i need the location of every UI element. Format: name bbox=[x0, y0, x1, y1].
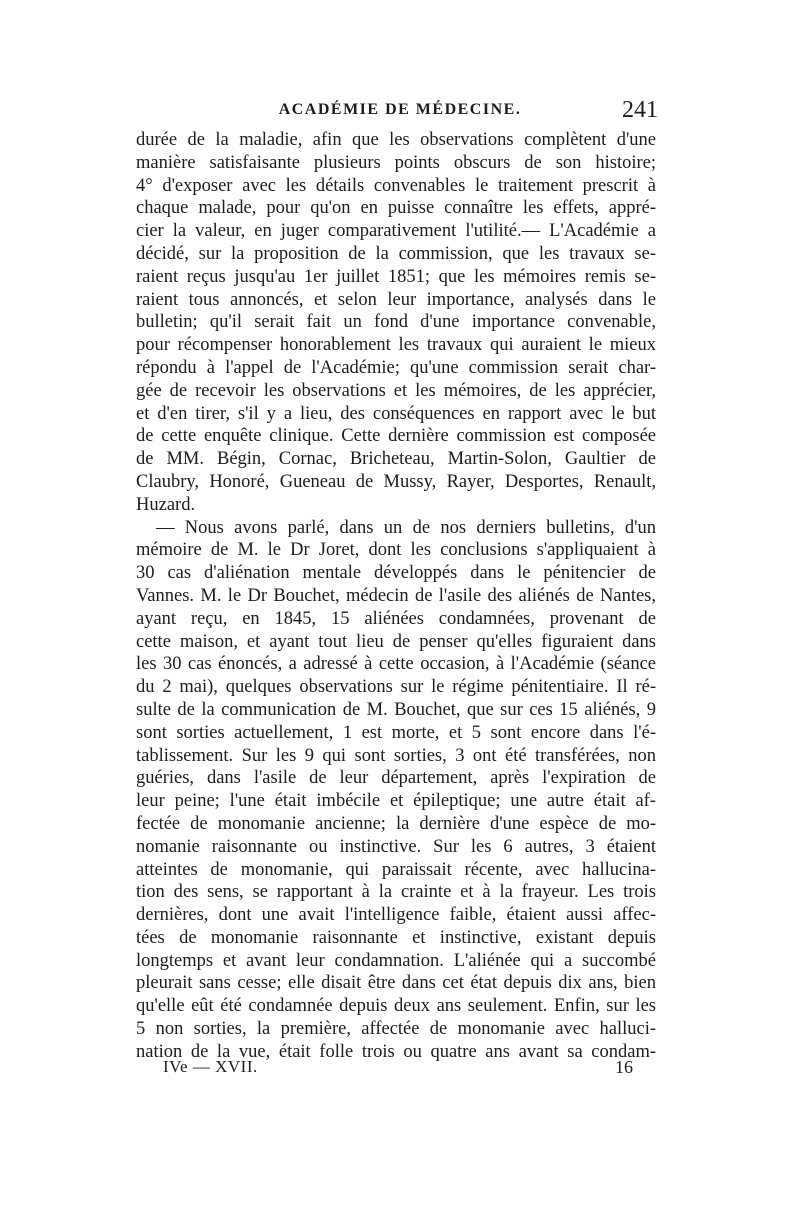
text-line: Vannes. M. le Dr Bouchet, médecin de l'asile des aliénés de Nantes, bbox=[136, 585, 656, 606]
text-line: longtemps et avant leur condamnation. L'aliénée qui a succombé bbox=[136, 950, 656, 971]
folio-number: 16 bbox=[615, 1057, 633, 1077]
text-line: gée de recevoir les observations et les mémoires, de les apprécier, bbox=[136, 380, 656, 401]
text-line: ayant reçu, en 1845, 15 aliénées condamnées, provenant de bbox=[136, 608, 656, 629]
text-line: 5 non sorties, la première, affectée de monomanie avec halluci- bbox=[136, 1019, 656, 1040]
text-line: nation de la vue, était folle trois ou quatre ans avant sa condam- bbox=[136, 1041, 656, 1062]
text-line: chaque malade, pour qu'on en puisse connaître les effets, appré- bbox=[136, 198, 656, 219]
text-line: guéries, dans l'asile de leur département, après l'expiration de bbox=[136, 768, 656, 789]
text-line: bulletin; qu'il serait fait un fond d'une importance convenable, bbox=[136, 312, 656, 333]
text-line: tion des sens, se rapportant à la crainte et à la frayeur. Les trois bbox=[136, 882, 656, 903]
text-line: durée de la maladie, afin que les observations complètent d'une bbox=[136, 130, 656, 150]
body-text bbox=[136, 129, 656, 1064]
page-number: 241 bbox=[622, 97, 658, 123]
text-line: Claubry, Honoré, Gueneau de Mussy, Rayer, Desportes, Renault, bbox=[136, 471, 656, 492]
text-line: atteintes de monomanie, qui paraissait récente, avec hallucina- bbox=[136, 859, 656, 880]
text-line: 4° d'exposer avec les détails convenables le traitement prescrit à bbox=[136, 175, 656, 196]
text-line: Huzard. bbox=[136, 494, 196, 515]
text-line: sont sorties actuellement, 1 est morte, et 5 sont encore dans l'é- bbox=[136, 722, 656, 743]
text-line: raient tous annoncés, et selon leur importance, analysés dans le bbox=[136, 289, 656, 310]
text-line: de cette enquête clinique. Cette dernière commission est composée bbox=[136, 426, 656, 447]
text-line: décidé, sur la proposition de la commission, que les travaux se- bbox=[136, 243, 656, 264]
running-title: ACADÉMIE DE MÉDECINE. bbox=[278, 101, 522, 118]
text-line: pour récompenser honorablement les travaux qui auraient le mieux bbox=[136, 335, 656, 356]
text-line: leur peine; l'une était imbécile et épileptique; une autre était af- bbox=[136, 791, 656, 812]
text-line: mémoire de M. le Dr Joret, dont les conclusions s'appliquaient à bbox=[136, 540, 656, 561]
text-line: manière satisfaisante plusieurs points obscurs de son histoire; bbox=[136, 152, 656, 173]
text-line: tablissement. Sur les 9 qui sont sorties, 3 ont été transférées, non bbox=[136, 745, 656, 766]
text-line: raient reçus jusqu'au 1er juillet 1851; que les mémoires remis se- bbox=[136, 266, 656, 287]
text-line: fectée de monomanie ancienne; la dernière d'une espèce de mo- bbox=[136, 813, 656, 834]
text-line: pleurait sans cesse; elle disait être dans cet état depuis dix ans, bien bbox=[136, 973, 656, 994]
text-line: — Nous avons parlé, dans un de nos derniers bulletins, d'un bbox=[156, 517, 656, 538]
text-line: du 2 mai), quelques observations sur le régime pénitentiaire. Il ré- bbox=[136, 677, 656, 698]
running-head bbox=[140, 97, 660, 127]
text-line: dernières, dont une avait l'intelligence faible, étaient aussi affec- bbox=[136, 905, 656, 926]
text-line: et d'en tirer, s'il y a lieu, des conséquences en rapport avec le but bbox=[136, 403, 656, 424]
text-line: les 30 cas énoncés, a adressé à cette occasion, à l'Académie (séance bbox=[136, 654, 656, 675]
text-line: tées de monomanie raisonnante et instinctive, existant depuis bbox=[136, 927, 656, 948]
signature-mark: IVe — XVII. bbox=[163, 1057, 258, 1076]
text-line: répondu à l'appel de l'Académie; qu'une commission serait char- bbox=[136, 357, 656, 378]
text-line: cette maison, et ayant tout lieu de penser qu'elles figuraient dans bbox=[136, 631, 656, 652]
text-line: qu'elle eût été condamnée depuis deux ans seulement. Enfin, sur les bbox=[136, 996, 656, 1017]
text-line: de MM. Bégin, Cornac, Bricheteau, Martin-Solon, Gaultier de bbox=[136, 449, 656, 470]
text-line: sulte de la communication de M. Bouchet, que sur ces 15 aliénés, 9 bbox=[136, 699, 656, 720]
text-line: 30 cas d'aliénation mentale développés dans le pénitencier de bbox=[136, 563, 656, 584]
page-footer bbox=[163, 1057, 633, 1083]
text-line: nomanie raisonnante ou instinctive. Sur les 6 autres, 3 étaient bbox=[136, 836, 656, 857]
text-line: cier la valeur, en juger comparativement l'utilité.— L'Académie a bbox=[136, 221, 656, 242]
